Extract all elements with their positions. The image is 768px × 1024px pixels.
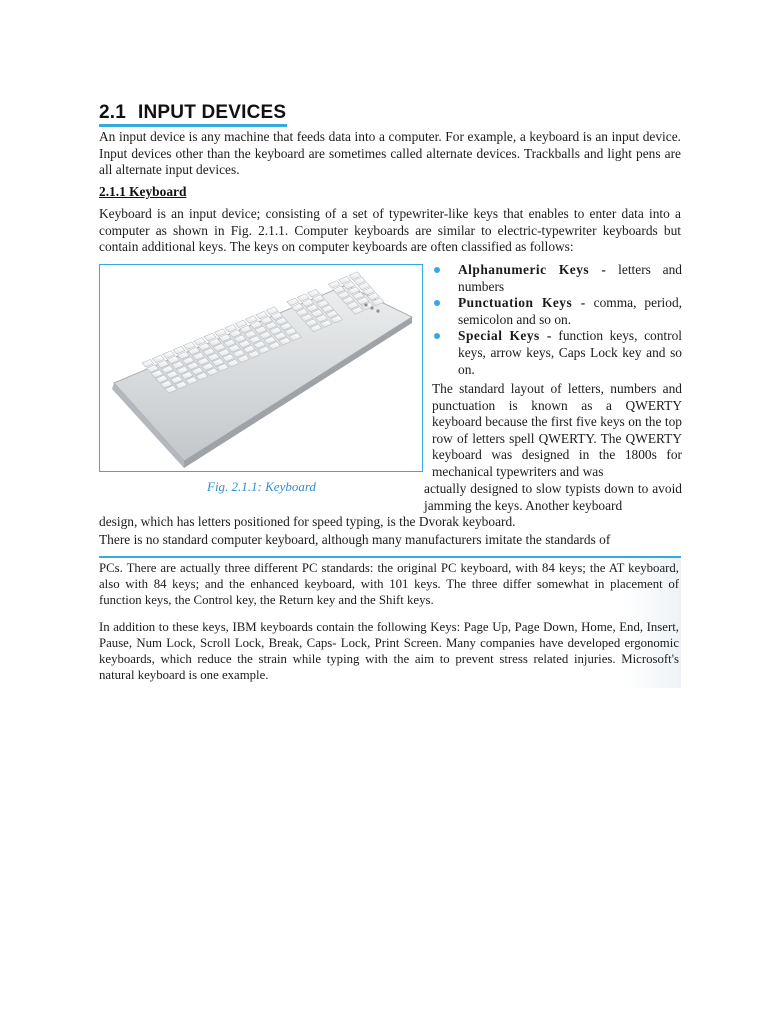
bullet-icon (434, 300, 440, 306)
dvorak-sentence: design, which has letters positioned for speed typing, is the Dvorak keyboard. (99, 514, 516, 529)
list-item-text: letters and numbers (458, 262, 682, 294)
keyboard-image (100, 265, 421, 470)
qwerty-paragraph-continued: actually designed to slow typists down to avoid jamming the keys. Another keyboard (424, 481, 682, 513)
heading-underline (99, 124, 287, 127)
keyboard-intro-paragraph: Keyboard is an input device; consisting of a set of typewriter-like keys that enables to enter data into a computer as shown in Fig. 2.1.1. Computer keyboards are similar to electric-typewriter keyboards but contain additional keys. The keys on computer keyboards are often classified as follows: (99, 206, 681, 255)
qwerty-paragraph: The standard layout of letters, numbers and punctuation is known as a QWERTY keyboard because the first five keys on the top row of letters spell QWERTY. The QWERTY keyboard was designed in the 1800s for mechanical typewriters and was (432, 381, 682, 479)
list-item-label: Special Keys - (458, 328, 552, 344)
list-item-label: Alphanumeric Keys - (458, 262, 607, 277)
intro-paragraph: An input device is any machine that feeds data into a computer. For example, a keyboard is an input device. Input devices other than the keyboard are sometimes called alternate devices. Trackballs and light pens are all alternate input devices. (99, 129, 681, 178)
standards-line: There is no standard computer keyboard, although many manufacturers imitate the standards of (99, 532, 611, 547)
section-title: INPUT DEVICES (138, 102, 287, 123)
list-item (432, 262, 682, 295)
list-item-text: function keys, control keys, arrow keys, Caps Lock key and so on. (458, 328, 682, 377)
figure-caption: Fig. 2.1.1: Keyboard (207, 479, 316, 494)
list-item (432, 295, 682, 328)
keyboard-figure (99, 264, 423, 472)
subsection-title: 2.1.1 Keyboard (99, 184, 187, 199)
bullet-icon (434, 333, 440, 339)
pc-standards-paragraph: PCs. There are actually three different PC standards: the original PC keyboard, with 84 keys; the AT keyboard, also with 84 keys; and the enhanced keyboard, with 101 keys. The three differ somewhat in placement of function keys, the Control key, the Return key and the Shift keys. (99, 561, 679, 607)
section-number: 2.1 (99, 102, 127, 123)
key-classification-list (432, 262, 682, 378)
list-item (432, 328, 682, 378)
list-item-label: Punctuation Keys - (458, 295, 586, 311)
section-heading (99, 102, 286, 124)
list-item-text: comma, period, semicolon and so on. (458, 295, 682, 327)
bullet-icon (434, 267, 440, 273)
ibm-keys-paragraph: In addition to these keys, IBM keyboards contain the following Keys: Page Up, Page Down, Home, End, Insert, Pause, Num Lock, Scroll Lock, Break, Caps- Lock, Print Screen. Many companies have developed ergonomic keyboards, which reduce the strain while typing with the aim to prevent stress related injuries. Microsoft's natural keyboard is one example. (99, 620, 679, 682)
